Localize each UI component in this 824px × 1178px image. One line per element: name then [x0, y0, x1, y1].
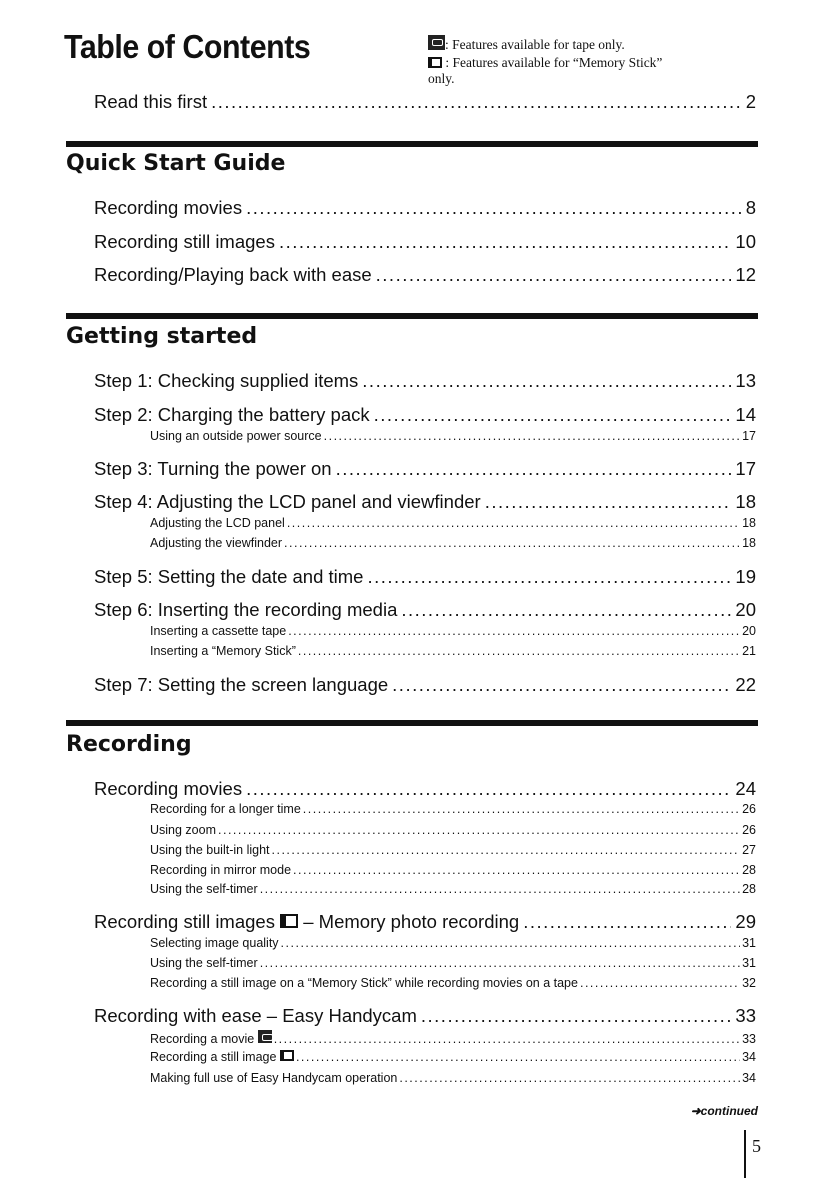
toc-entry[interactable]: Recording still images – Memory photo recording ..... 29 [94, 911, 756, 933]
memory-stick-icon [428, 57, 442, 68]
continued-marker: ➜continued [690, 1104, 758, 1118]
toc-subentry[interactable]: Inserting a cassette tape ..... 20 [150, 624, 756, 638]
toc-entry[interactable]: Recording movies ..... 8 [94, 197, 756, 219]
legend-memory-stick: : Features available for “Memory Stick” only. [428, 55, 663, 86]
page-edge-bar [744, 1130, 746, 1178]
toc-subentry[interactable]: Adjusting the viewfinder ..... 18 [150, 536, 756, 550]
toc-subentry[interactable]: Recording a movie ..... 33 [150, 1030, 756, 1046]
toc-subentry[interactable]: Recording in mirror mode ..... 28 [150, 863, 756, 877]
toc-entry[interactable]: Step 5: Setting the date and time ..... 19 [94, 566, 756, 588]
toc-subentry[interactable]: Recording for a longer time ..... 26 [150, 802, 756, 816]
toc-subentry[interactable]: Using the built-in light ..... 27 [150, 843, 756, 857]
section-divider [66, 313, 758, 319]
toc-entry[interactable]: Recording movies ..... 24 [94, 778, 756, 800]
toc-entry[interactable]: Recording/Playing back with ease ..... 12 [94, 264, 756, 286]
toc-entry[interactable]: Step 4: Adjusting the LCD panel and viewfinder ..... 18 [94, 491, 756, 513]
memory-stick-icon [280, 914, 298, 928]
toc-subentry[interactable]: Adjusting the LCD panel ..... 18 [150, 516, 756, 530]
toc-subentry[interactable]: Recording a still image ..... 34 [150, 1050, 756, 1064]
section-divider [66, 720, 758, 726]
toc-entry[interactable]: Recording with ease – Easy Handycam ..... 33 [94, 1005, 756, 1027]
toc-entry[interactable]: Step 7: Setting the screen language ..... 22 [94, 674, 756, 696]
page-title: Table of Contents [64, 28, 311, 65]
toc-entry[interactable]: Step 2: Charging the battery pack ..... 14 [94, 404, 756, 426]
toc-subentry[interactable]: Using an outside power source ..... 17 [150, 429, 756, 443]
memory-stick-icon [280, 1050, 294, 1061]
toc-subentry[interactable]: Using the self-timer ..... 28 [150, 882, 756, 896]
legend-tape: : Features available for tape only. [428, 35, 758, 53]
section-heading-quick-start: Quick Start Guide [66, 151, 286, 176]
toc-subentry[interactable]: Recording a still image on a “Memory Stick” while recording movies on a tape ..... 32 [150, 976, 756, 990]
tape-icon [428, 35, 445, 50]
page-number: 5 [752, 1136, 761, 1156]
toc-subentry[interactable]: Selecting image quality ..... 31 [150, 936, 756, 950]
toc-entry-read-this-first[interactable]: Read this first ..... 2 [94, 91, 756, 113]
toc-subentry[interactable]: Making full use of Easy Handycam operation ..... 34 [150, 1071, 756, 1085]
toc-entry[interactable]: Step 3: Turning the power on ..... 17 [94, 458, 756, 480]
section-divider [66, 141, 758, 147]
toc-subentry[interactable]: Inserting a “Memory Stick” ..... 21 [150, 644, 756, 658]
tape-icon [258, 1030, 272, 1043]
section-heading-getting-started: Getting started [66, 324, 258, 349]
toc-entry[interactable]: Step 6: Inserting the recording media ..... 20 [94, 599, 756, 621]
arrow-right-icon: ➜ [690, 1104, 701, 1118]
toc-subentry[interactable]: Using the self-timer ..... 31 [150, 956, 756, 970]
section-heading-recording: Recording [66, 732, 192, 757]
toc-entry[interactable]: Recording still images ..... 10 [94, 231, 756, 253]
toc-subentry[interactable]: Using zoom ..... 26 [150, 823, 756, 837]
toc-entry[interactable]: Step 1: Checking supplied items ..... 13 [94, 370, 756, 392]
